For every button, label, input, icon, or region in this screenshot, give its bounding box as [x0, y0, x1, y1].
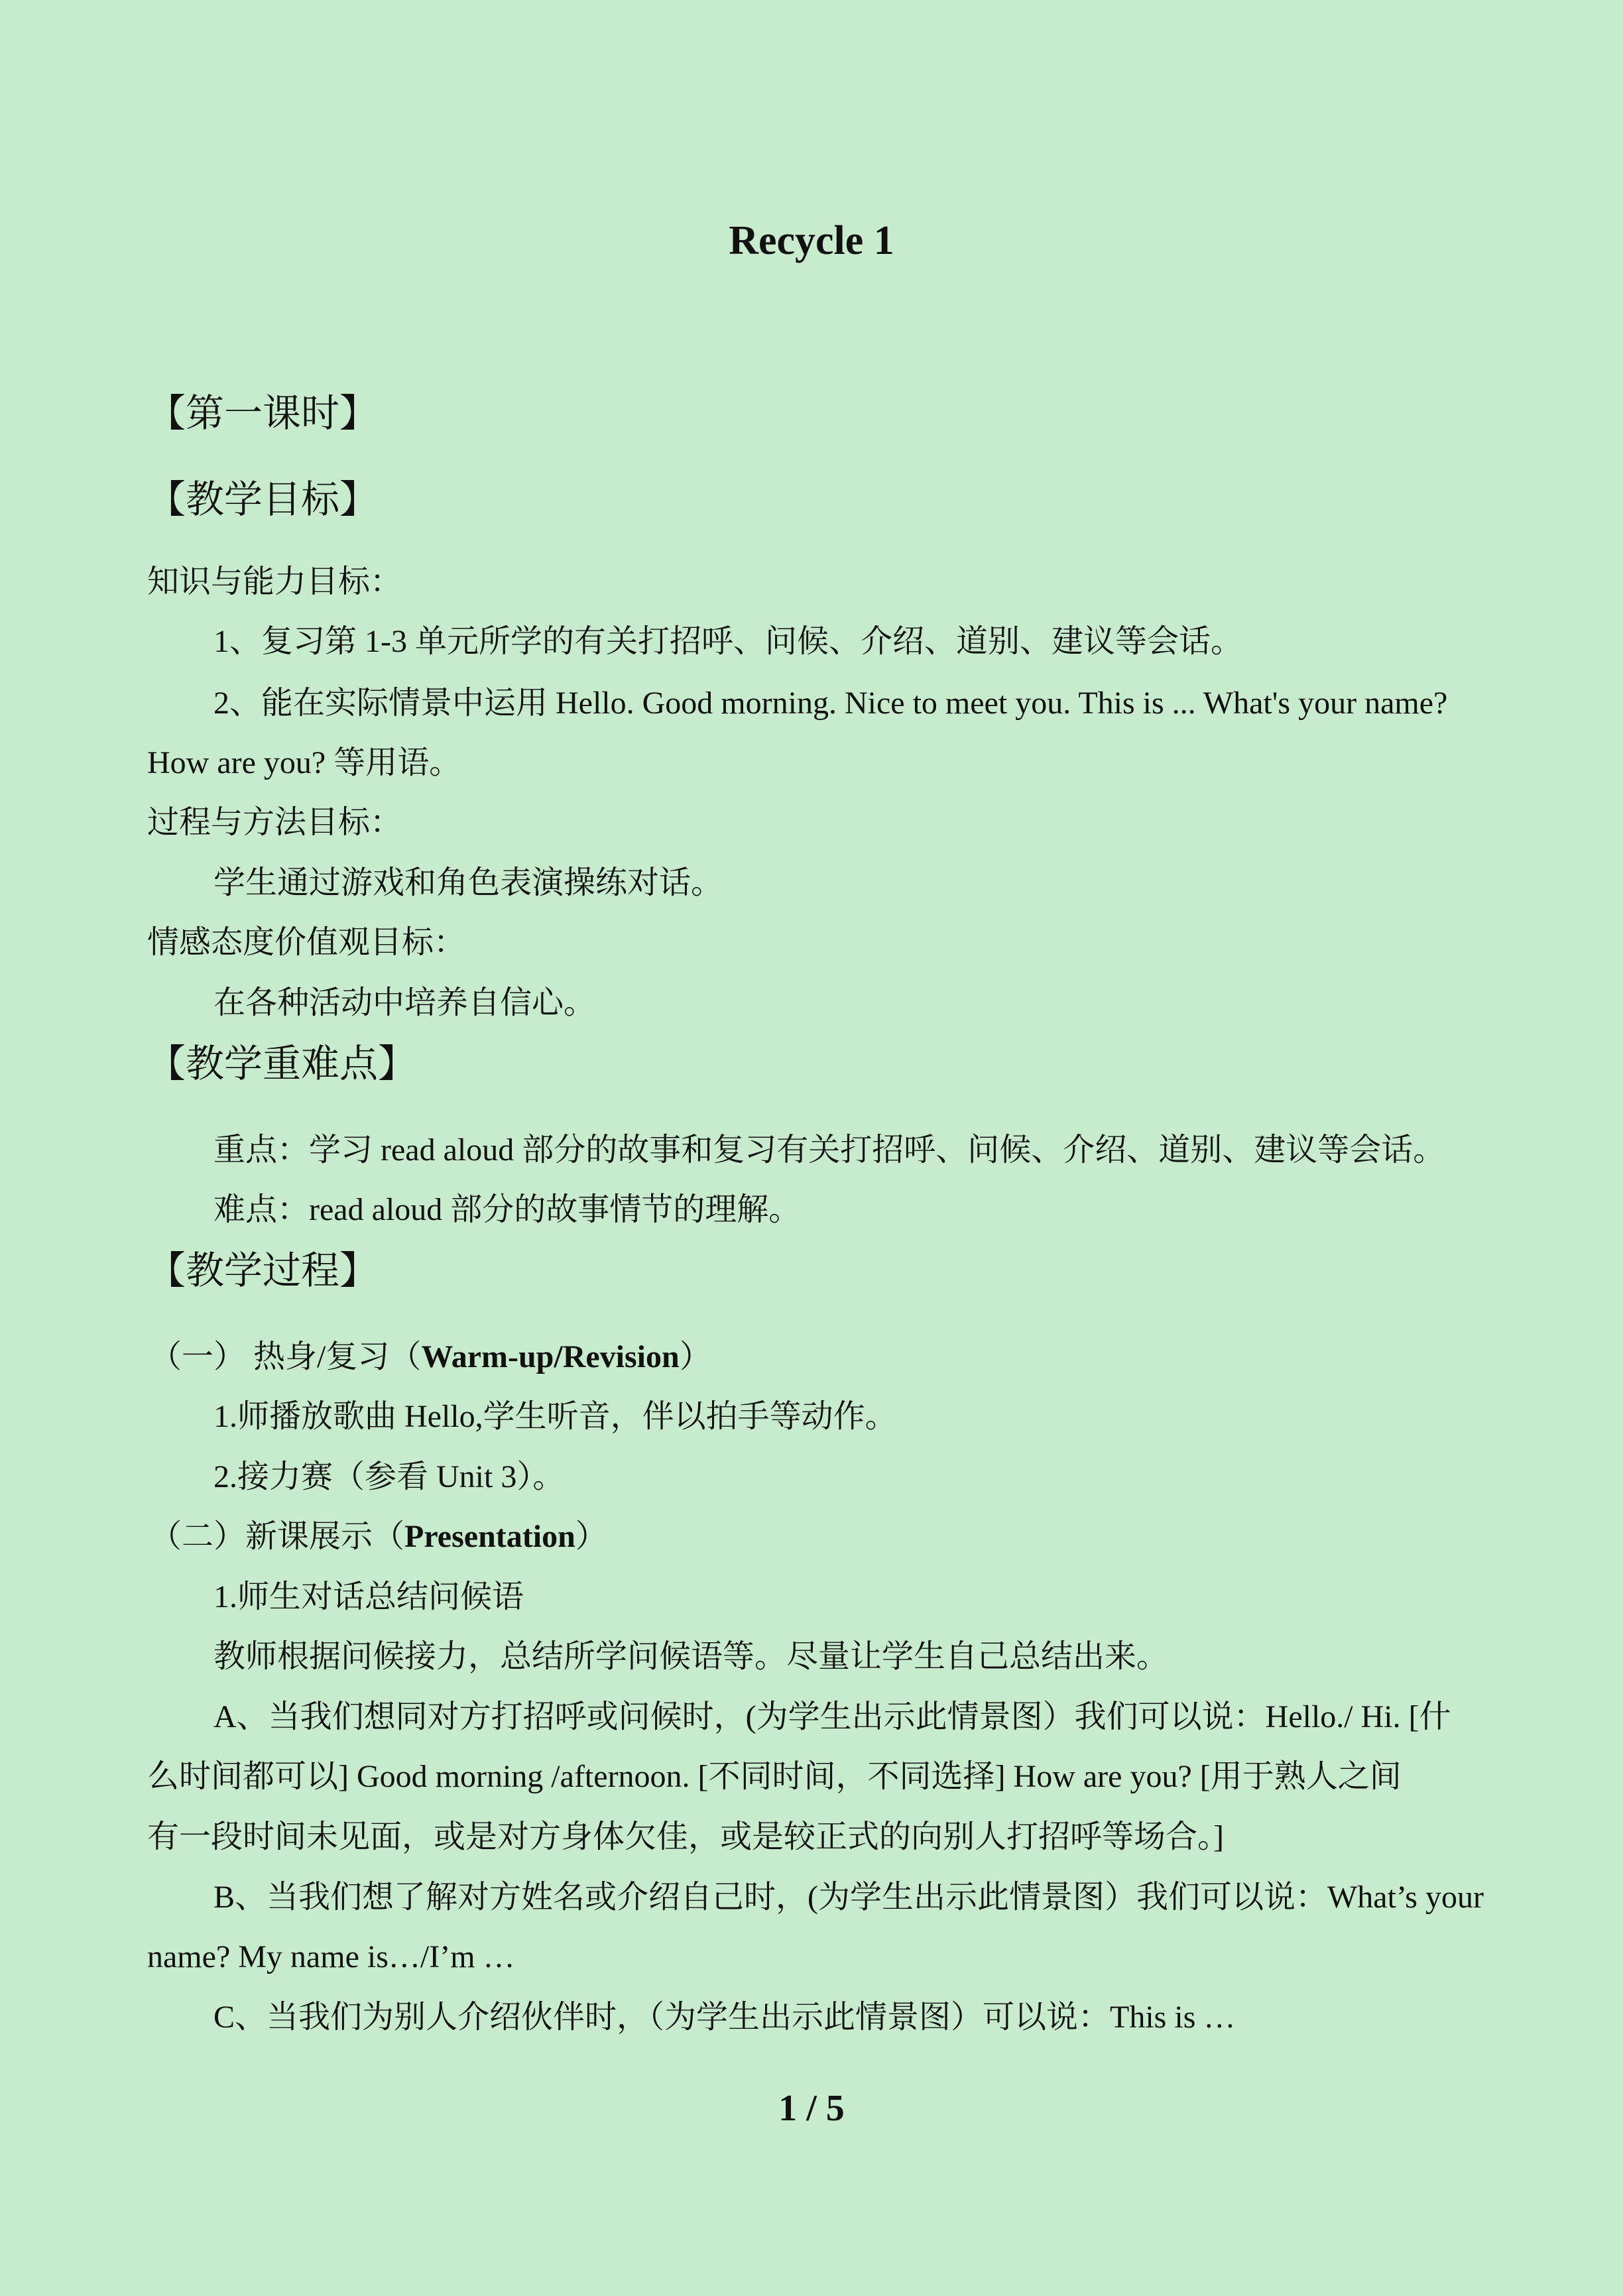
knowledge-label: 知识与能力目标：	[147, 564, 402, 599]
knowledge-item-2-line-2: How are you? 等用语。	[147, 745, 461, 780]
s2-para-1: 教师根据问候接力，总结所学问候语等。尽量让学生自己总结出来。	[213, 1639, 1169, 1674]
section-2-suffix: ）	[575, 1519, 607, 1554]
emotion-item: 在各种活动中培养自信心。	[213, 985, 596, 1020]
s2-b-line-2: name? My name is…/I’m …	[147, 1939, 515, 1974]
knowledge-item-1: 1、复习第 1-3 单元所学的有关打招呼、问候、介绍、道别、建议等会话。	[213, 624, 1242, 659]
emotion-label: 情感态度价值观目标：	[147, 925, 466, 960]
process-heading: 【教学过程】	[147, 1249, 379, 1292]
section-2-heading	[150, 1514, 607, 1560]
s1-item-1: 1.师播放歌曲 Hello,学生听音，伴以拍手等动作。	[213, 1399, 897, 1434]
section-1-bold: Warm-up/Revision	[421, 1339, 680, 1374]
knowledge-item-2-line-1: 2、能在实际情景中运用 Hello. Good morning. Nice to meet you. This is ... What's your name?	[213, 686, 1448, 721]
s2-a-line-3: 有一段时间未见面，或是对方身体欠佳，或是较正式的向别人打招呼等场合。]	[147, 1819, 1224, 1854]
difficulty-text: 难点：read aloud 部分的故事情节的理解。	[213, 1192, 801, 1227]
process-item: 学生通过游戏和角色表演操练对话。	[213, 865, 723, 900]
s2-a-line-2: 么时间都可以] Good morning /afternoon. [不同时间，不同选择] How are you? [用于熟人之间	[147, 1759, 1402, 1794]
s2-a-line-1: A、当我们想同对方打招呼或问候时，(为学生出示此情景图）我们可以说：Hello./ Hi. [什	[213, 1699, 1451, 1734]
section-1-prefix: （一） 热身/复习（	[150, 1339, 422, 1374]
section-1-suffix: ）	[679, 1339, 711, 1374]
page-number: 1 / 5	[778, 2088, 845, 2129]
document-title: Recycle 1	[729, 218, 894, 263]
lesson-label: 【第一课时】	[147, 392, 379, 435]
s2-c-line-1: C、当我们为别人介绍伙伴时，（为学生出示此情景图）可以说：This is …	[213, 2000, 1236, 2035]
s2-b-line-1: B、当我们想了解对方姓名或介绍自己时，(为学生出示此情景图）我们可以说：What’s your	[213, 1880, 1484, 1915]
keypoint-text: 重点：学习 read aloud 部分的故事和复习有关打招呼、问候、介绍、道别、建议等会话。	[213, 1132, 1445, 1168]
objectives-heading: 【教学目标】	[147, 478, 379, 521]
s1-item-2: 2.接力赛（参看 Unit 3）。	[213, 1459, 565, 1494]
s2-item-1: 1.师生对话总结问候语	[213, 1579, 524, 1614]
section-2-prefix: （二）新课展示（	[150, 1519, 405, 1554]
process-label: 过程与方法目标：	[147, 805, 402, 840]
keypoints-heading: 【教学重难点】	[147, 1042, 417, 1085]
section-2-bold: Presentation	[404, 1519, 575, 1554]
section-1-heading	[150, 1334, 711, 1380]
